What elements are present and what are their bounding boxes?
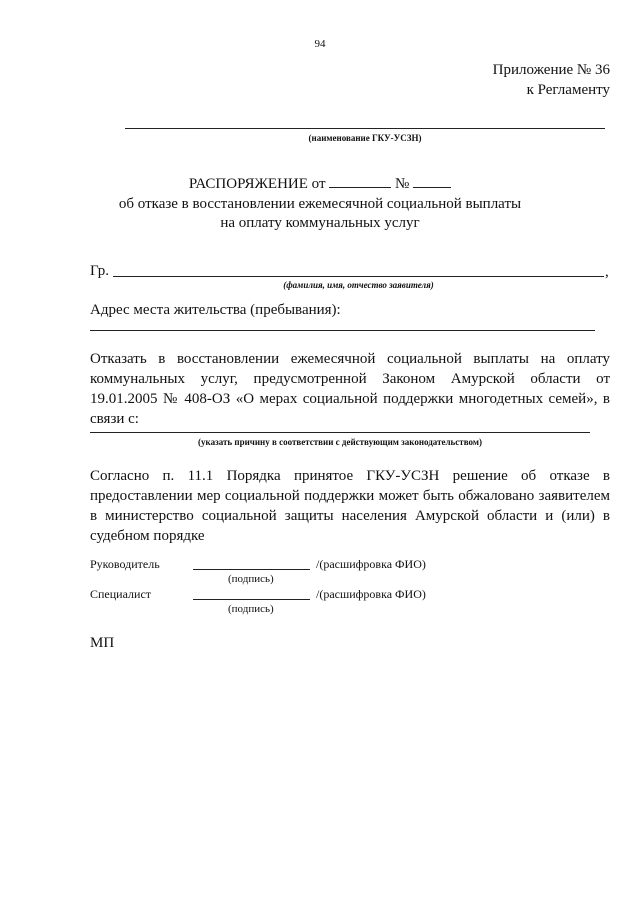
reason-line xyxy=(90,432,590,433)
citizen-caption: (фамилия, имя, отчество заявителя) xyxy=(283,280,434,290)
signature-decode-head: /(расшифровка ФИО) xyxy=(316,557,426,571)
title-line-1 xyxy=(0,175,640,193)
appendix-reference: к Регламенту xyxy=(526,82,610,98)
title-line-2: об отказе в восстановлении ежемесячной социальной выплаты xyxy=(118,196,522,212)
citizen-prefix: Гр. xyxy=(90,263,109,279)
appendix-number: Приложение № 36 xyxy=(492,62,610,78)
signature-line-head xyxy=(193,569,310,570)
order-number-blank xyxy=(413,175,451,188)
citizen-name-line xyxy=(113,276,604,277)
order-date-blank xyxy=(329,175,391,188)
number-sign: № xyxy=(395,176,410,192)
org-caption: (наименование ГКУ-УСЗН) xyxy=(308,133,422,143)
signature-line-specialist xyxy=(193,599,310,600)
stamp-place: МП xyxy=(90,635,115,651)
signature-caption-specialist: (подпись) xyxy=(228,603,274,615)
org-name-line xyxy=(125,128,605,129)
signature-role-specialist: Специалист xyxy=(90,587,152,601)
citizen-comma: , xyxy=(605,264,609,280)
order-title: РАСПОРЯЖЕНИЕ от xyxy=(188,176,326,192)
title-line-3: на оплату коммунальных услуг xyxy=(220,215,420,231)
address-line xyxy=(90,330,595,331)
signature-role-head: Руководитель xyxy=(90,557,160,571)
address-label: Адрес места жительства (пребывания): xyxy=(90,302,341,318)
refusal-paragraph: Отказать в восстановлении ежемесячной социальной выплаты на оплату коммунальных услуг, предусмотренной Законом Амурской области от 19.01.2005 № 408-ОЗ «О мерах социальной поддержки многодетных семей», в связи с: xyxy=(90,351,610,427)
appeal-paragraph: Согласно п. 11.1 Порядка принятое ГКУ-УСЗН решение об отказе в предоставлении мер социальной поддержки может быть обжаловано заявителем в министерство социальной защиты населения Амурской области и (или) в судебном порядке xyxy=(90,468,610,544)
page-number: 94 xyxy=(314,38,326,50)
signature-caption-head: (подпись) xyxy=(228,573,274,585)
reason-caption: (указать причину в соответствии с действующим законодательством) xyxy=(198,437,482,447)
signature-decode-specialist: /(расшифровка ФИО) xyxy=(316,587,426,601)
